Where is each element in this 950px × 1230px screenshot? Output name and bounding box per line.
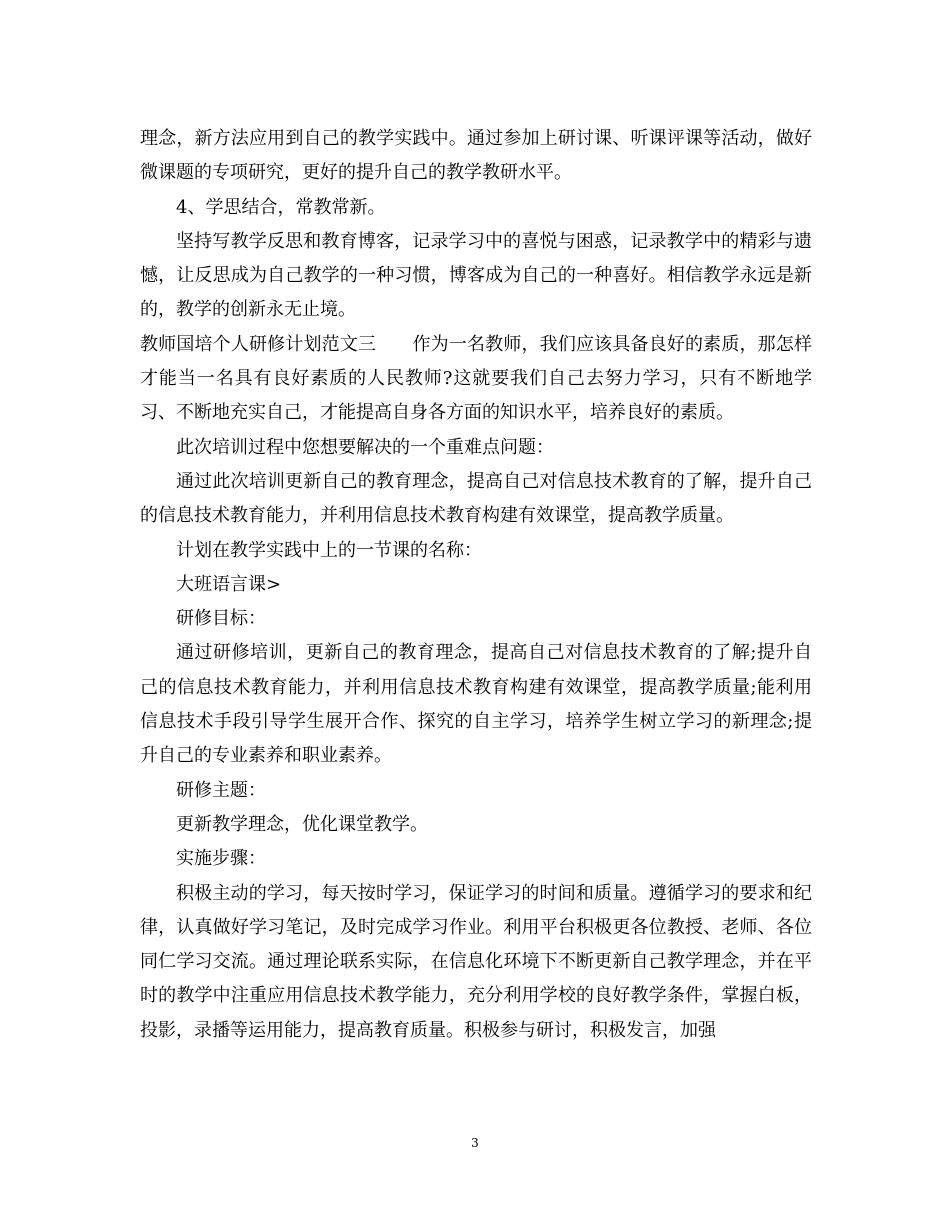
document-body [140,122,812,1048]
paragraph: 更新教学理念，优化课堂教学。 [176,813,428,835]
paragraph: 此次培训过程中您想要解决的一个重难点问题： [176,436,554,458]
section-heading: 研修主题： [176,779,266,801]
paragraph: 大班语言课> [176,573,282,595]
paragraph: 通过研修培训，更新自己的教育理念，提高自己对信息技术教育的了解;提升自己的信息技术教育能力，并利用信息技术教育构建有效课堂，提高教学质量;能利用信息技术手段引导学生展开合作、探究的自主学习，培养学生树立学习的新理念;提升自己的专业素养和职业素养。 [140,642,812,767]
section-heading: 4、学思结合，常教常新。 [176,196,386,218]
section-heading: 研修目标： [176,608,266,630]
paragraph: 积极主动的学习，每天按时学习，保证学习的时间和质量。遵循学习的要求和纪律，认真做好学习笔记，及时完成学习作业。利用平台积极更各位教授、老师、各位同仁学习交流。通过理论联系实际，在信息化环境下不断更新自己教学理念，并在平时的教学中注重应用信息技术教学能力，充分利用学校的良好教学条件，掌握白板，投影，录播等运用能力，提高教育质量。积极参与研讨，积极发言，加强 [140,882,812,1041]
paragraph: 通过此次培训更新自己的教育理念，提高自己对信息技术教育的了解，提升自己的信息技术教育能力，并利用信息技术教育构建有效课堂，提高教学质量。 [140,470,812,527]
paragraph: 教师国培个人研修计划范文三 作为一名教师，我们应该具备良好的素质，那怎样才能当一名具有良好素质的人民教师?这就要我们自己去努力学习，只有不断地学习、不断地充实自己，才能提高自身各方面的知识水平，培养良好的素质。 [140,333,812,424]
paragraph: 理念，新方法应用到自己的教学实践中。通过参加上研讨课、听课评课等活动，做好微课题的专项研究，更好的提升自己的教学教研水平。 [140,128,812,184]
paragraph: 坚持写教学反思和教育博客，记录学习中的喜悦与困惑，记录教学中的精彩与遗憾，让反思成为自己教学的一种习惯，博客成为自己的一种喜好。相信教学永远是新的，教学的创新永无止境。 [140,230,812,321]
section-heading: 实施步骤： [176,848,266,870]
paragraph: 计划在教学实践中上的一节课的名称： [176,539,482,561]
page-number: 3 [471,1136,479,1150]
